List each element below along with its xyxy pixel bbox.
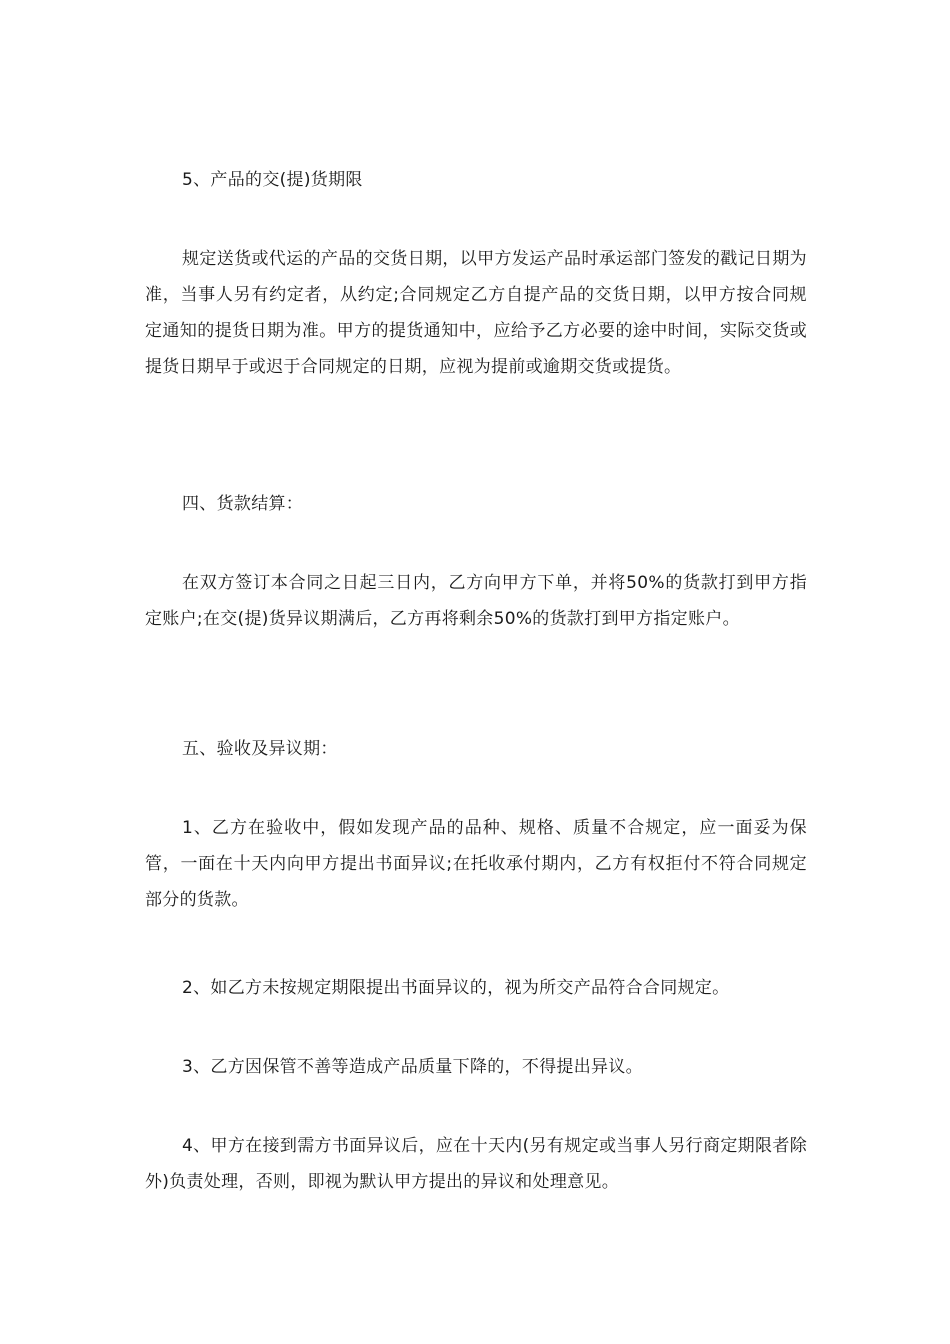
item5-body: 规定送货或代运的产品的交货日期，以甲方发运产品时承运部门签发的戳记日期为准，当事人另有约定者，从约定;合同规定乙方自提产品的交货日期，以甲方按合同规定通知的提货日期为准。甲方的提货通知中，应给予乙方必要的途中时间，实际交货或提货日期早于或迟于合同规定的日期，应视为提前或逾期交货或提货。 <box>145 249 807 377</box>
clause-4: 4、甲方在接到需方书面异议后，应在十天内(另有规定或当事人另行商定期限者除外)负责处理，否则，即视为默认甲方提出的异议和处理意见。 <box>145 1136 807 1192</box>
section4-heading: 四、货款结算： <box>182 494 304 514</box>
clause-1: 1、乙方在验收中，假如发现产品的品种、规格、质量不合规定，应一面妥为保管，一面在十天内向甲方提出书面异议;在托收承付期内，乙方有权拒付不符合同规定部分的货款。 <box>145 818 807 910</box>
section5-heading: 五、验收及异议期： <box>182 739 338 759</box>
section4-body: 在双方签订本合同之日起三日内，乙方向甲方下单，并将50%的货款打到甲方指定账户;在交(提)货异议期满后，乙方再将剩余50%的货款打到甲方指定账户。 <box>145 573 807 629</box>
item5-heading: 5、产品的交(提)货期限 <box>182 170 363 190</box>
clause-2: 2、如乙方未按规定期限提出书面异议的，视为所交产品符合合同规定。 <box>182 978 730 998</box>
clause-3: 3、乙方因保管不善等造成产品质量下降的，不得提出异议。 <box>182 1057 643 1077</box>
